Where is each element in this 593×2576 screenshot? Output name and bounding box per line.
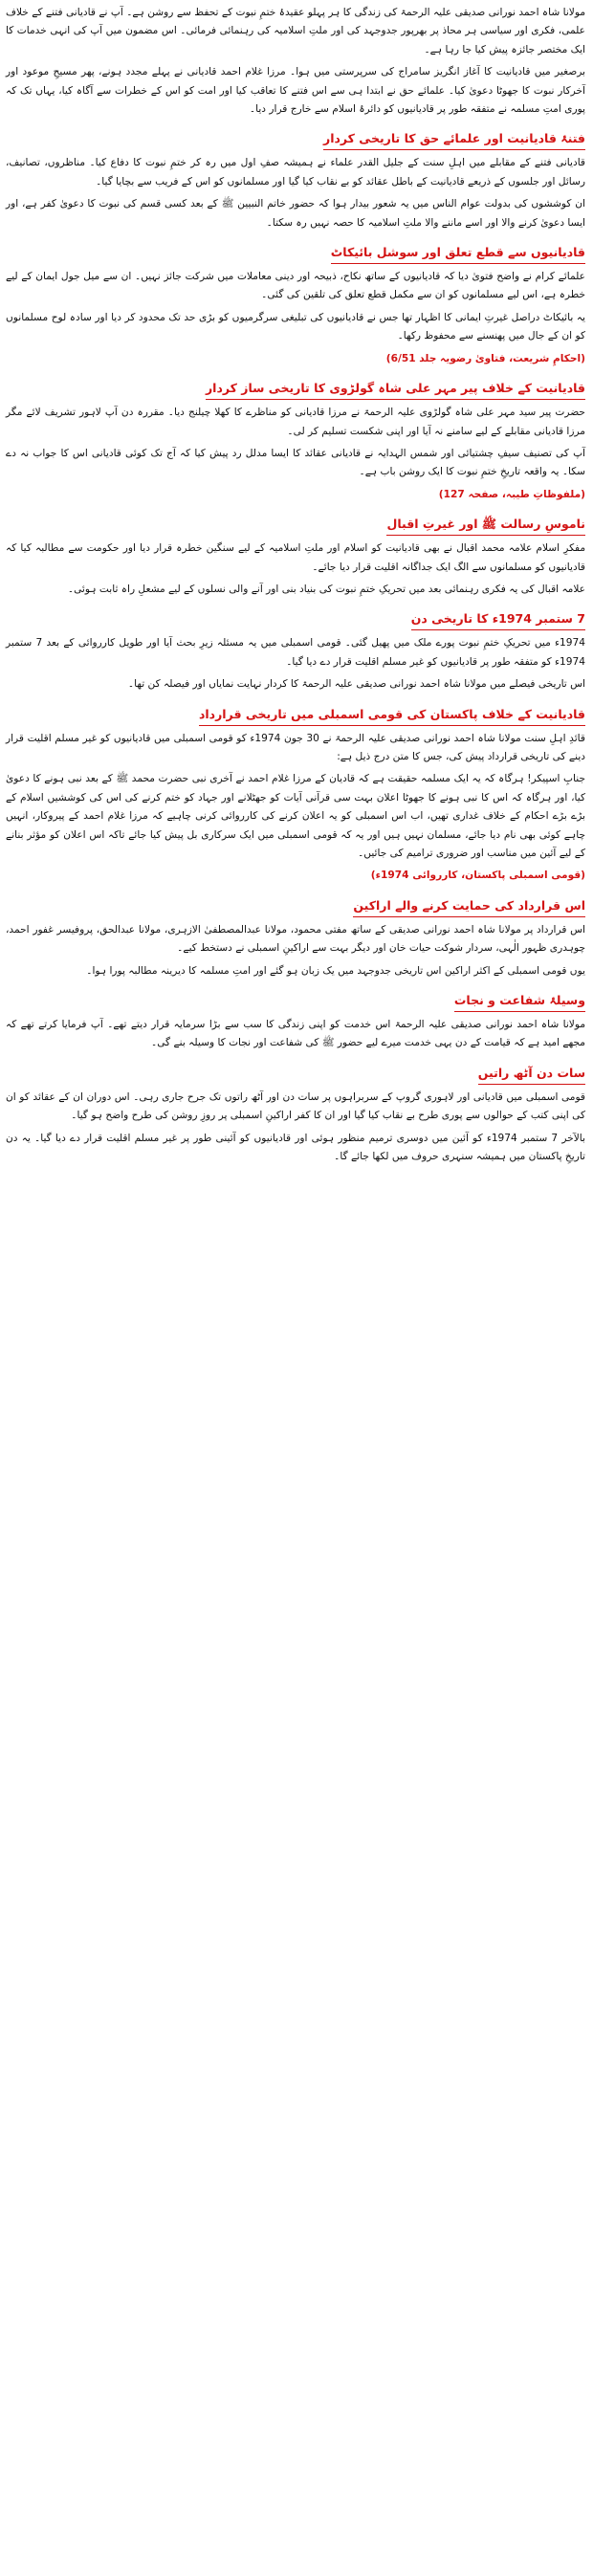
section-paragraph: یہ بائیکاٹ دراصل غیرتِ ایمانی کا اظہار تھا جس نے قادیانیوں کی تبلیغی سرگرمیوں کو بڑی حد تک محدود کر دیا اور سادہ لوح مسلمانوں کو ان کے جال میں پھنسنے سے محفوظ رکھا۔: [6, 311, 585, 342]
section-paragraph: قادیانی فتنے کے مقابلے میں اہلِ سنت کے جلیل القدر علماء نے ہمیشہ صفِ اول میں رہ کر ختمِ نبوت کا دفاع کیا۔ مناظروں، تصانیف، رسائل اور جلسوں کے ذریعے قادیانیت کے باطل عقائد کو بے نقاب کیا گیا اور مسلمانوں کو اس کے فریب سے بچایا گیا۔: [6, 157, 585, 187]
section-paragraph: اس قرارداد پر مولانا شاہ احمد نورانی صدیقی کے ساتھ مفتی محمود، مولانا عبدالمصطفیٰ الازہری، مولانا عبدالحق، پروفیسر غفور احمد، چوہدری ظہور الٰہی، سردار شوکت حیات خان اور دیگر بہت سے اراکینِ اسمبلی نے دستخط کیے۔: [6, 923, 585, 955]
reference-note: (ملفوظاتِ طیبہ، صفحہ 127): [438, 488, 585, 500]
intro-paragraph: مولانا شاہ احمد نورانی صدیقی علیہ الرحمۃ کی زندگی کا ہر پہلو عقیدۂ ختمِ نبوت کے تحفظ سے روشن ہے۔ آپ نے قادیانی فتنے کے خلاف علمی، فکری اور سیاسی ہر محاذ پر بھرپور جدوجہد کی اور ملتِ اسلامیہ کی رہنمائی فرمائی۔ اس مضمون میں آپ کی انہی خدمات کا ایک مختصر جائزہ پیش کیا جا رہا ہے۔: [6, 7, 585, 55]
section-title: وسیلۂ شفاعت و نجات: [454, 990, 585, 1012]
section-paragraph: قومی اسمبلی میں قادیانی اور لاہوری گروپ کے سربراہوں پر سات دن اور آٹھ راتوں تک جرح جاری رہی۔ اس دوران ان کے عقائد کو ان کی اپنی کتب کے حوالوں سے پوری طرح بے نقاب کیا گیا اور ان کا کفر اراکینِ اسمبلی پر روزِ روشن کی طرح واضح ہو گیا۔: [6, 1090, 585, 1122]
reference-note: (احکامِ شریعت، فتاویٰ رضویہ جلد 6/51): [385, 352, 585, 364]
section: [6, 700, 585, 886]
section-paragraph: بالآخر 7 ستمبر 1974ء کو آئین میں دوسری ترمیم منظور ہوئی اور قادیانیوں کو آئینی طور پر غیر مسلم اقلیت قرار دے دیا گیا۔ یہ دن تاریخِ پاکستان میں ہمیشہ سنہری حروف میں لکھا جائے گا۔: [6, 1132, 585, 1163]
section-paragraph: اس تاریخی فیصلے میں مولانا شاہ احمد نورانی صدیقی علیہ الرحمۃ کا کردار نہایت نمایاں اور فیصلہ کن تھا۔: [127, 678, 585, 691]
section-paragraph: قائدِ اہلِ سنت مولانا شاہ احمد نورانی صدیقی علیہ الرحمۃ نے 30 جون 1974ء کو قومی اسمبلی میں قادیانیوں کو غیر مسلم اقلیت قرار دینے کی تاریخی قرارداد پیش کی، جس کا متن درج ذیل ہے:: [6, 732, 585, 762]
section-paragraph: حضرت پیر سید مہر علی شاہ گولڑوی علیہ الرحمۃ نے مرزا قادیانی کو مناظرے کا کھلا چیلنج دیا۔ مقررہ دن آپ لاہور تشریف لائے مگر مرزا قادیانی مقابلے کے لیے سامنے نہ آیا اور اپنی شکست تسلیم کر لی۔: [6, 407, 585, 437]
section-title: سات دن آٹھ راتیں: [478, 1063, 585, 1085]
section-paragraph: مولانا شاہ احمد نورانی صدیقی علیہ الرحمۃ اس خدمت کو اپنی زندگی کا سب سے بڑا سرمایہ قرار دیتے تھے۔ آپ فرمایا کرتے تھے کہ مجھے امید ہے کہ قیامت کے دن یہی خدمت میرے لیے حضور ﷺ کی شفاعت اور نجات کا وسیلہ بنے گی۔: [6, 1019, 585, 1049]
section-title: اس قرارداد کی حمایت کرنے والے اراکین: [353, 895, 585, 917]
section-title: ناموسِ رسالت ﷺ اور غیرتِ اقبال: [386, 514, 585, 536]
section-title: قادیانیت کے خلاف پاکستان کی قومی اسمبلی میں تاریخی قرارداد: [199, 704, 585, 726]
section-title: قادیانیوں سے قطع تعلق اور سوشل بائیکاٹ: [331, 242, 585, 264]
section-paragraph: مفکرِ اسلام علامہ محمد اقبال نے بھی قادیانیت کو اسلام اور ملتِ اسلامیہ کے لیے سنگین خطرہ قرار دیا اور حکومت سے مطالبہ کیا کہ قادیانیوں کو مسلمانوں سے الگ ایک جداگانہ اقلیت قرار دیا جائے۔: [6, 542, 585, 573]
section-title: فتنۂ قادیانیت اور علمائے حق کا تاریخی کردار: [323, 128, 585, 150]
reference-note: (قومی اسمبلی پاکستان، کارروائی 1974ء): [370, 870, 585, 882]
section: [6, 374, 585, 504]
section-paragraph: 1974ء میں تحریکِ ختمِ نبوت پورے ملک میں پھیل گئی۔ قومی اسمبلی میں یہ مسئلہ زیرِ بحث آیا اور طویل کارروائی کے بعد 7 ستمبر 1974ء کو متفقہ طور پر قادیانیوں کو غیر مسلم اقلیت قرار دے دیا گیا۔: [6, 637, 585, 668]
section: [6, 238, 585, 368]
section: [6, 605, 585, 694]
section-paragraph: ان کوششوں کی بدولت عوام الناس میں یہ شعور بیدار ہوا کہ حضور خاتم النبیین ﷺ کے بعد کسی قسم کی نبوت کا دعویٰ کفر ہے، اور ایسا دعویٰ کرنے والا اور اسے ماننے والا ملتِ اسلامیہ کا حصہ نہیں رہ سکتا۔: [6, 198, 585, 229]
section-paragraph: علمائے کرام نے واضح فتویٰ دیا کہ قادیانیوں کے ساتھ نکاح، ذبیحہ اور دینی معاملات میں شرکت جائز نہیں۔ ان سے میل جول ایمان کے لیے خطرہ ہے، اس لیے مسلمانوں کو ان سے مکمل قطع تعلق کی تلقین کی گئی۔: [6, 271, 585, 301]
section-paragraph: آپ کی تصنیف سیفِ چشتیائی اور شمس الہدایہ نے قادیانی عقائد کا ایسا مدلل رد پیش کیا کہ آج تک کوئی قادیانی اس کا جواب نہ دے سکا۔ یہ واقعہ تاریخِ ختمِ نبوت کا ایک روشن باب ہے۔: [6, 447, 585, 478]
resolution-quote: جنابِ اسپیکر! ہرگاہ کہ یہ ایک مسلمہ حقیقت ہے کہ قادیان کے مرزا غلام احمد نے آخری نبی حضرت محمد ﷺ کے بعد نبی ہونے کا دعویٰ کیا، اور ہرگاہ کہ اس کا نبی ہونے کا جھوٹا اعلان بہت سی قرآنی آیات کو جھٹلانے اور جہاد کو ختم کرنے کی اس کی کوششیں اسلام کے بڑے بڑے احکام کے خلاف غداری تھیں، اب اس اسمبلی کو یہ اعلان کرنے کی کارروائی کرنی چاہیے کہ مرزا غلام احمد کے پیروکار، انہیں چاہے کوئی بھی نام دیا جائے، مسلمان نہیں ہیں اور یہ کہ قومی اسمبلی میں ایک سرکاری بل پیش کیا جائے تاکہ اس اعلان کو مؤثر بنانے کے لیے آئین میں مناسب اور ضروری ترامیم کی جائیں۔: [6, 773, 585, 859]
section: [6, 892, 585, 980]
section-paragraph: علامہ اقبال کی یہ فکری رہنمائی بعد میں تحریکِ ختمِ نبوت کی بنیاد بنی اور آنے والی نسلوں کے لیے مشعلِ راہ ثابت ہوئی۔: [67, 583, 585, 595]
section-title: 7 ستمبر 1974ء کا تاریخی دن: [411, 608, 585, 630]
intro: [6, 4, 585, 119]
section-paragraph: یوں قومی اسمبلی کے اکثر اراکین اس تاریخی جدوجہد میں یک زبان ہو گئے اور امتِ مسلمہ کا دیرینہ مطالبہ پورا ہوا۔: [86, 964, 585, 977]
section: [6, 124, 585, 232]
section: [6, 1059, 585, 1167]
section: [6, 986, 585, 1053]
intro-paragraph: برصغیر میں قادیانیت کا آغاز انگریز سامراج کی سرپرستی میں ہوا۔ مرزا غلام احمد قادیانی نے پہلے مجدد ہونے، پھر مسیحِ موعود اور آخرکار نبوت کا جھوٹا دعویٰ کیا۔ علمائے حق نے ابتدا ہی سے اس فتنے کا تعاقب کیا اور امت کو اس کے خطرات سے آگاہ کیا، یہاں تک کہ پوری امتِ مسلمہ نے متفقہ طور پر قادیانیوں کو دائرۂ اسلام سے خارج قرار دیا۔: [6, 66, 585, 116]
section: [6, 510, 585, 599]
section-title: قادیانیت کے خلاف پیر مہر علی شاہ گولڑوی کا تاریخی ساز کردار: [206, 378, 585, 400]
